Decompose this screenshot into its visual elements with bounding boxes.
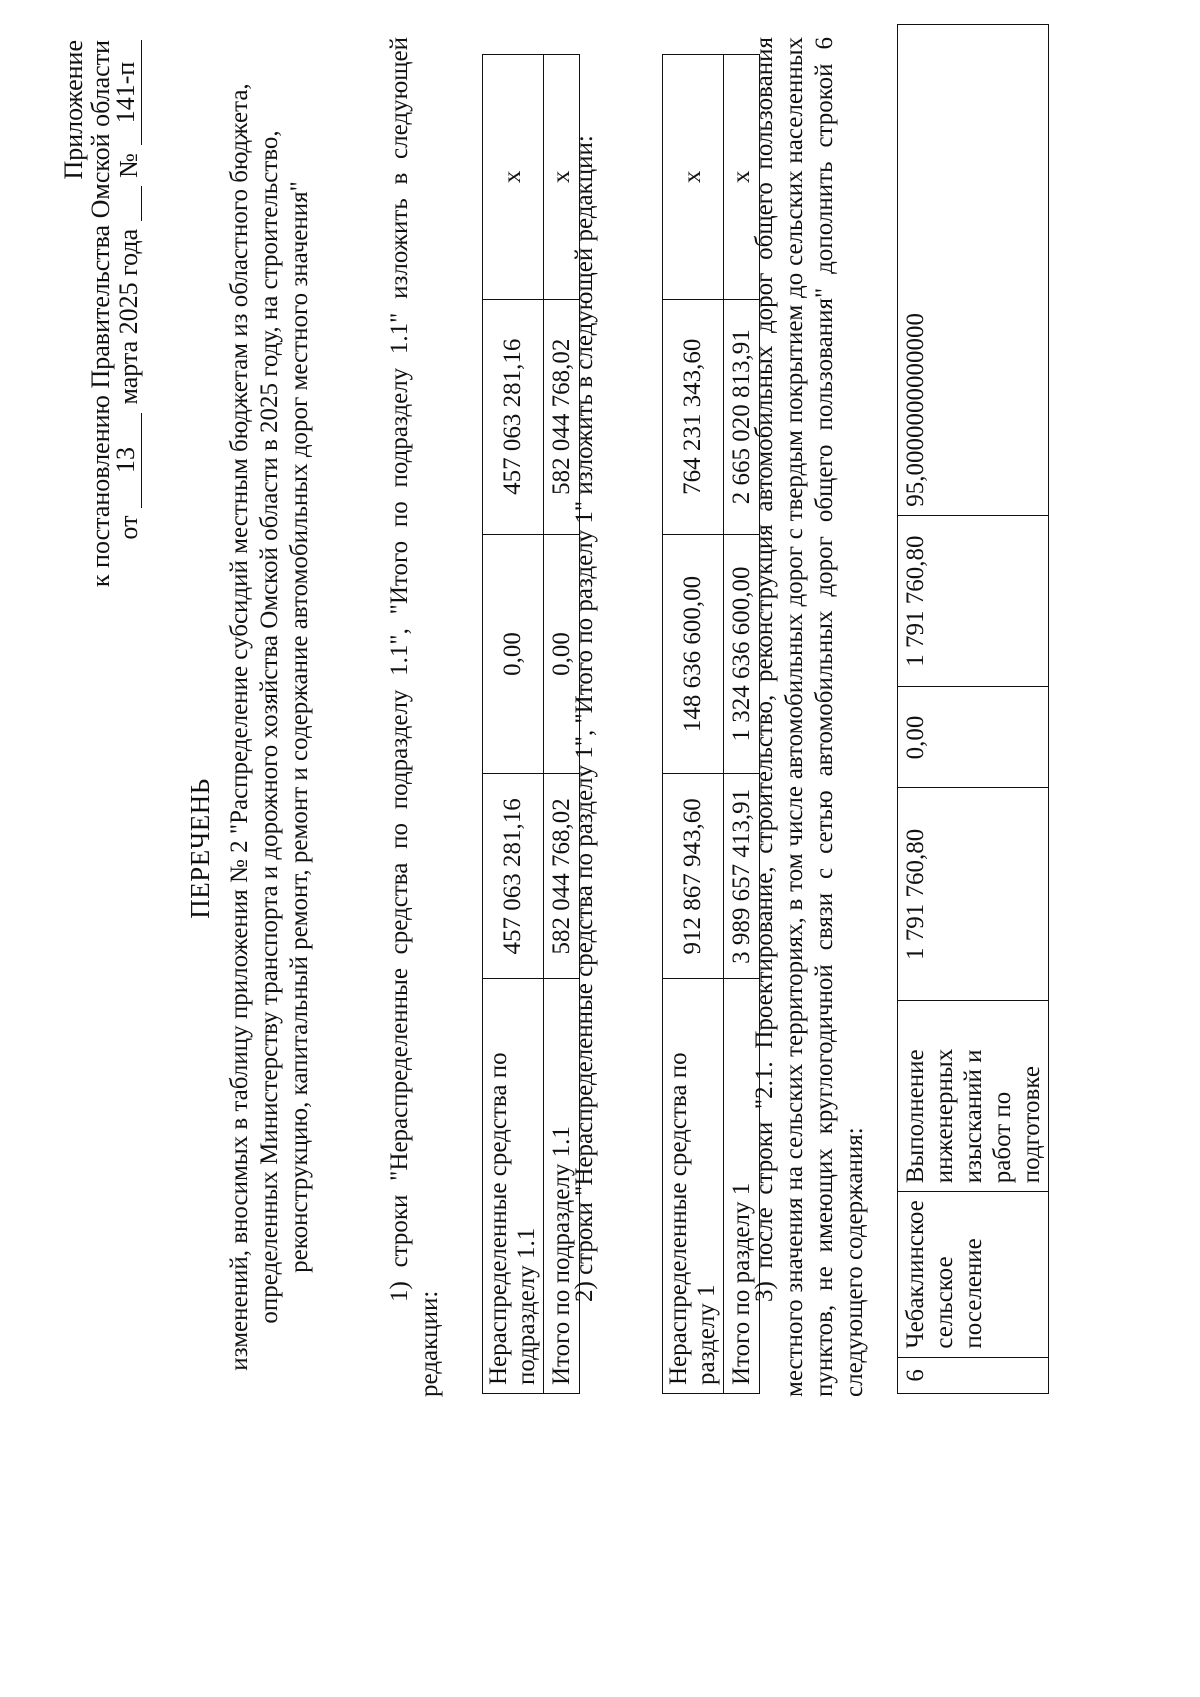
decree-number: 141-п: [114, 40, 142, 145]
cell-value: 912 867 943,60: [663, 774, 724, 979]
row-label: Нераспределенные средства по подразделу 1.1: [483, 979, 544, 1394]
cell-x: х: [483, 55, 544, 300]
row-label: Итого по подразделу 1.1: [544, 979, 580, 1394]
purpose-text: Выполнение инженерных изысканий и работ по подготовке: [898, 1001, 1049, 1192]
paragraph-1: 1) строки "Нераспределенные средства по подразделу 1.1", "Итого по подразделу 1.1" изложить в следующей редакции:: [386, 37, 443, 1397]
table-section-1: [662, 54, 760, 1394]
row-number: 6: [898, 1357, 1049, 1393]
cell-x: х: [544, 55, 580, 300]
date-month-year: марта 2025 года: [114, 228, 143, 405]
page-title: ПЕРЕЧЕНЬ: [185, 778, 215, 919]
cell-value: 3 989 657 413,91: [724, 774, 760, 979]
number-label: №: [114, 153, 143, 178]
date-day: 13: [114, 413, 142, 508]
cell-value: 148 636 600,00: [663, 534, 724, 774]
cell-value: 764 231 343,60: [663, 299, 724, 534]
cell-value: 95,0000000000000: [898, 25, 1049, 516]
cell-value: 457 063 281,16: [483, 299, 544, 534]
municipality-name: Чебаклинское сельское поселение: [898, 1192, 1049, 1357]
cell-value: 0,00: [898, 687, 1049, 788]
row-label: Нераспределенные средства по разделу 1: [663, 979, 724, 1394]
table-row: [898, 25, 1049, 1394]
cell-value: 582 044 768,02: [544, 299, 580, 534]
decree-reference: к постановлению Правительства Омской области: [86, 40, 115, 588]
cell-value: 582 044 768,02: [544, 774, 580, 979]
cell-x: х: [724, 55, 760, 300]
row-label: Итого по разделу 1: [724, 979, 760, 1394]
cell-value: 457 063 281,16: [483, 774, 544, 979]
date-blank: [119, 186, 142, 221]
appendix-label: Приложение: [59, 40, 88, 180]
paragraph-3: 3) после строки "2.1. Проектирование, строительство, реконструкция автомобильных дорог общего пользования местного значения на сельских территориях, в том числе автомобильных дорог с твердым покрытием до сельских населенных пунктов, не имеющих круглогодичной связи с сетью автомобильных дорог общего пользования" дополнить строкой 6 следующего содержания:: [751, 37, 868, 1397]
cell-value: 1 324 636 600,00: [724, 534, 760, 774]
table-row: [663, 55, 724, 1394]
decree-date-line: [111, 40, 143, 600]
table-row-6: [897, 24, 1049, 1394]
cell-value: 1 791 760,80: [898, 788, 1049, 1001]
paragraph-2: 2) строки "Нераспределенные средства по разделу 1", "Итого по разделу 1" изложить в следующей редакции:: [571, 135, 598, 1302]
cell-value: 0,00: [544, 534, 580, 774]
cell-value: 0,00: [483, 534, 544, 774]
page-subtitle: изменений, вносимых в таблицу приложения № 2 "Распределение субсидий местным бюджетам из областного бюджета, определенных Министерству транспорта и дорожного хозяйства Омской области в 2025 году, на строительство, реконструкцию, капитальный ремонт, ремонт и содержание автомобильных дорог местного значения": [226, 83, 313, 1371]
cell-value: 2 665 020 813,91: [724, 299, 760, 534]
table-row: [483, 55, 544, 1394]
cell-x: х: [663, 55, 724, 300]
cell-value: 1 791 760,80: [898, 515, 1049, 687]
table-subsection-1-1: [482, 54, 580, 1394]
document-header: [60, 40, 142, 600]
from-label: от: [114, 515, 143, 540]
